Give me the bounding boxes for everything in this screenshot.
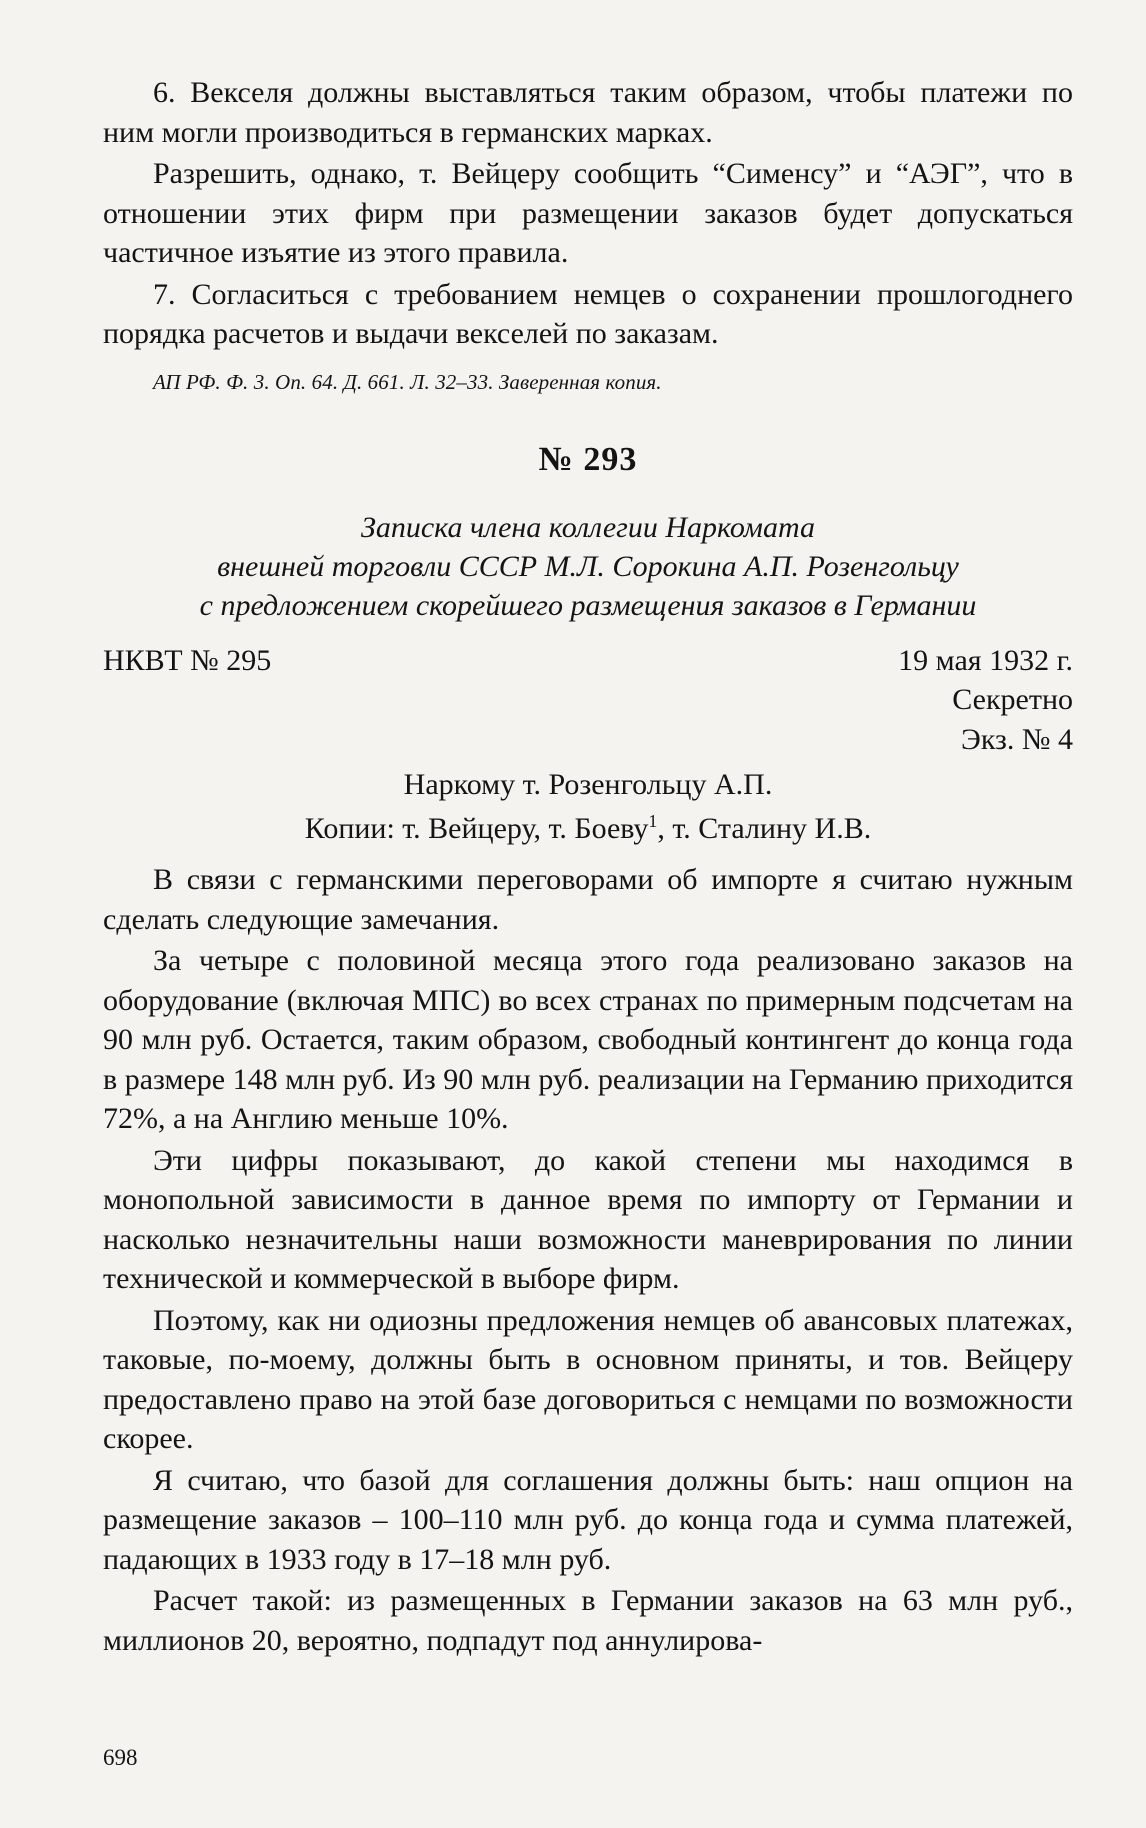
- body-paragraph: Я считаю, что базой для соглашения должны быть: наш опцион на размещение заказов – 100–110 млн руб. до конца года и сумма платежей, падающих в 1933 году в 17–18 млн руб.: [103, 1463, 1073, 1576]
- document-number: № 293: [538, 440, 638, 478]
- archive-reference: АП РФ. Ф. 3. Оп. 64. Д. 661. Л. 32–33. Заверенная копия.: [153, 369, 662, 394]
- page-text: [103, 73, 1073, 1660]
- registration-number: НКВТ № 295: [103, 643, 272, 677]
- footnote-marker: 1: [648, 810, 658, 831]
- body-paragraph: Расчет такой: из размещенных в Германии заказов на 63 млн руб., миллионов 20, вероятно, подпадут под аннулирова-: [103, 1584, 1073, 1657]
- copies-line: [103, 809, 1073, 849]
- document-date: 19 мая 1932 г.: [898, 643, 1073, 677]
- body-paragraph: Поэтому, как ни одиозны предложения немцев об авансовых платежах, таковые, по-моему, должны быть в основном приняты, и тов. Вейцеру предоставлено право на этой базе договориться с немцами по возможности скорее.: [103, 1303, 1073, 1455]
- copies-suffix: , т. Сталину И.В.: [657, 811, 872, 845]
- secrecy-mark: Секретно: [952, 683, 1073, 716]
- document-title-line: Записка члена коллегии Наркомата: [361, 510, 815, 544]
- document-title: [103, 508, 1073, 625]
- copies-prefix: Копии: т. Вейцеру, т. Боеву: [304, 811, 649, 845]
- body-paragraph: В связи с германскими переговорами об импорте я считаю нужным сделать следующие замечания.: [103, 863, 1073, 936]
- document-title-line: внешней торговли СССР М.Л. Сорокина А.П. Розенгольцу: [217, 549, 959, 583]
- page-number: 698: [103, 1745, 138, 1770]
- addressee: Наркому т. Розенгольцу А.П.: [403, 768, 773, 801]
- document-meta-row: [103, 641, 1073, 681]
- copy-number: Экз. № 4: [961, 722, 1073, 756]
- document-title-line: с предложением скорейшего размещения заказов в Германии: [199, 588, 977, 622]
- paragraph-item-6: 6. Векселя должны выставляться таким образом, чтобы платежи по ним могли производиться в германских марках.: [103, 76, 1073, 149]
- body-paragraph: Эти цифры показывают, до какой степени мы находимся в монопольной зависимости в данное время по импорту от Германии и насколько незначительны наши возможности маневрирования по линии технической и коммерческой в выборе фирм.: [103, 1143, 1073, 1295]
- paragraph-item-7: 7. Согласиться с требованием немцев о сохранении прошлогоднего порядка расчетов и выдачи векселей по заказам.: [103, 277, 1073, 350]
- body-paragraph: За четыре с половиной месяца этого года реализовано заказов на оборудование (включая МПС) во всех странах по примерным подсчетам на 90 млн руб. Остается, таким образом, свободный контингент до конца года в размере 148 млн руб. Из 90 млн руб. реализации на Германию приходится 72%, а на Англию меньше 10%.: [103, 944, 1073, 1135]
- paragraph-siemens-aeg: Разрешить, однако, т. Вейцеру сообщить “Сименсу” и “АЭГ”, что в отношении этих фирм при размещении заказов будет допускаться частичное изъятие из этого правила.: [103, 157, 1073, 269]
